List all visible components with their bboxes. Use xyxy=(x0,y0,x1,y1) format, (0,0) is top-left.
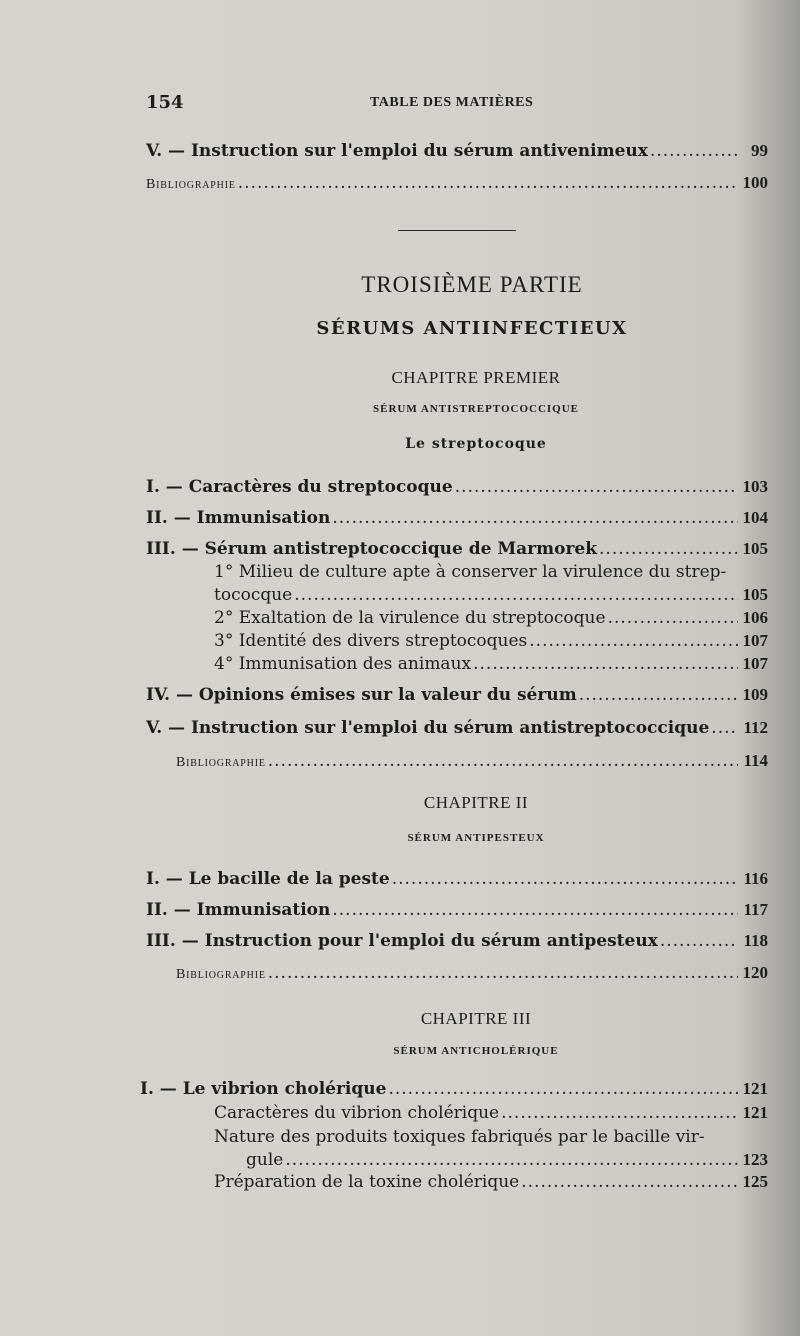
toc-subentry xyxy=(214,1171,768,1193)
toc-entry-page: 107 xyxy=(742,631,768,650)
toc-entry-label: Bibliographie xyxy=(146,177,236,192)
chapter-title: CHAPITRE III xyxy=(420,1009,532,1028)
toc-subentry xyxy=(214,1102,768,1124)
part-title: TROISIÈME PARTIE xyxy=(361,272,583,297)
toc-entry-page: 106 xyxy=(742,608,768,627)
dot-leader xyxy=(650,140,738,162)
toc-entry-page: 114 xyxy=(743,751,768,770)
toc-subentry xyxy=(214,1126,768,1148)
toc-entry-page: 121 xyxy=(742,1079,768,1098)
toc-entry xyxy=(146,868,768,890)
toc-entry-label: III. — Instruction pour l'emploi du sérum antipesteux xyxy=(146,931,658,951)
dot-leader xyxy=(529,630,738,652)
dot-leader xyxy=(392,868,738,890)
toc-entry-label: gule xyxy=(246,1150,284,1170)
dot-leader xyxy=(455,476,738,498)
toc-entry xyxy=(146,930,768,952)
toc-entry-page: 107 xyxy=(742,654,768,673)
dot-leader xyxy=(711,717,738,739)
toc-entry-page: 118 xyxy=(743,931,768,950)
dot-leader xyxy=(501,1102,738,1124)
toc-entry xyxy=(146,476,768,498)
page-header xyxy=(146,92,766,116)
dot-leader xyxy=(473,653,738,675)
toc-entry-label: tococque xyxy=(214,585,293,605)
toc-entry xyxy=(146,140,768,162)
chapter-title: CHAPITRE PREMIER xyxy=(391,368,561,387)
toc-entry-label: V. — Instruction sur l'emploi du sérum antistreptococcique xyxy=(146,718,710,738)
dot-leader xyxy=(268,750,738,772)
toc-entry-page: 112 xyxy=(743,718,768,737)
toc-entry-label: 3° Identité des divers streptocoques xyxy=(214,631,528,651)
toc-entry xyxy=(146,684,768,706)
toc-entry-page: 104 xyxy=(742,508,768,527)
toc-entry-label: Préparation de la toxine cholérique xyxy=(214,1172,520,1192)
toc-entry-label: I. — Le bacille de la peste xyxy=(146,869,390,889)
toc-entry-page: 123 xyxy=(742,1150,768,1169)
toc-subentry xyxy=(214,630,768,652)
dot-leader xyxy=(332,899,738,921)
toc-entry-page: 100 xyxy=(742,173,768,192)
toc-entry-label: V. — Instruction sur l'emploi du sérum antivenimeux xyxy=(146,141,648,161)
toc-entry-label: II. — Immunisation xyxy=(146,900,331,920)
section-heading: Le streptocoque xyxy=(405,436,547,452)
toc-entry-page: 117 xyxy=(743,900,768,919)
toc-entry-page: 105 xyxy=(742,539,768,558)
dot-leader xyxy=(579,684,738,706)
toc-entry xyxy=(146,538,768,560)
toc-entry-page: 116 xyxy=(743,869,768,888)
toc-entry-page: 125 xyxy=(742,1172,768,1191)
dot-leader xyxy=(660,930,738,952)
dot-leader xyxy=(521,1171,738,1193)
toc-entry xyxy=(146,717,768,739)
toc-entry-label: Caractères du vibrion cholérique xyxy=(214,1103,500,1123)
toc-entry-page: 120 xyxy=(742,963,768,982)
toc-subentry xyxy=(246,1149,768,1171)
dot-leader xyxy=(332,507,738,529)
chapter-subtitle: SÉRUM ANTISTREPTOCOCCIQUE xyxy=(372,403,580,415)
toc-entry xyxy=(146,899,768,921)
toc-entry-page: 105 xyxy=(742,585,768,604)
dot-leader xyxy=(608,607,738,629)
part-subtitle: SÉRUMS ANTIINFECTIEUX xyxy=(316,318,628,339)
toc-entry-page: 99 xyxy=(751,141,768,160)
page-number: 154 xyxy=(146,92,184,113)
toc-entry-bibliography xyxy=(176,750,768,774)
dot-leader xyxy=(238,172,738,194)
toc-entry-label: IV. — Opinions émises sur la valeur du sérum xyxy=(146,685,577,705)
dot-leader xyxy=(388,1078,738,1100)
toc-subentry xyxy=(214,653,768,675)
toc-entry-label: I. — Le vibrion cholérique xyxy=(140,1079,387,1099)
toc-entry-label: 2° Exaltation de la virulence du streptocoque xyxy=(214,608,606,628)
toc-entry-label: Nature des produits toxiques fabriqués par le bacille vir- xyxy=(214,1127,705,1147)
dot-leader xyxy=(599,538,738,560)
toc-entry-label: Bibliographie xyxy=(176,755,266,770)
toc-subentry xyxy=(214,607,768,629)
toc-subentry xyxy=(214,561,768,583)
dot-leader xyxy=(294,584,738,606)
toc-entry-label: III. — Sérum antistreptococcique de Marmorek xyxy=(146,539,598,559)
chapter-subtitle: SÉRUM ANTICHOLÉRIQUE xyxy=(393,1045,559,1057)
toc-entry-bibliography xyxy=(146,172,768,196)
toc-entry-page: 103 xyxy=(742,477,768,496)
toc-entry-label: I. — Caractères du streptocoque xyxy=(146,477,453,497)
toc-entry-label: 1° Milieu de culture apte à conserver la virulence du strep- xyxy=(214,562,727,582)
toc-subentry xyxy=(214,584,768,606)
toc-entry-bibliography xyxy=(176,962,768,986)
toc-entry-label: Bibliographie xyxy=(176,967,266,982)
toc-entry-page: 109 xyxy=(742,685,768,704)
toc-entry xyxy=(140,1078,768,1100)
dot-leader xyxy=(285,1149,738,1171)
chapter-subtitle: SÉRUM ANTIPESTEUX xyxy=(407,832,545,844)
chapter-title: CHAPITRE II xyxy=(423,793,529,812)
toc-entry-page: 121 xyxy=(742,1103,768,1122)
toc-entry xyxy=(146,507,768,529)
dot-leader xyxy=(268,962,738,984)
running-title: TABLE DES MATIÈRES xyxy=(370,95,534,110)
toc-entry-label: II. — Immunisation xyxy=(146,508,331,528)
toc-entry-label: 4° Immunisation des animaux xyxy=(214,654,472,674)
section-divider xyxy=(398,230,516,231)
